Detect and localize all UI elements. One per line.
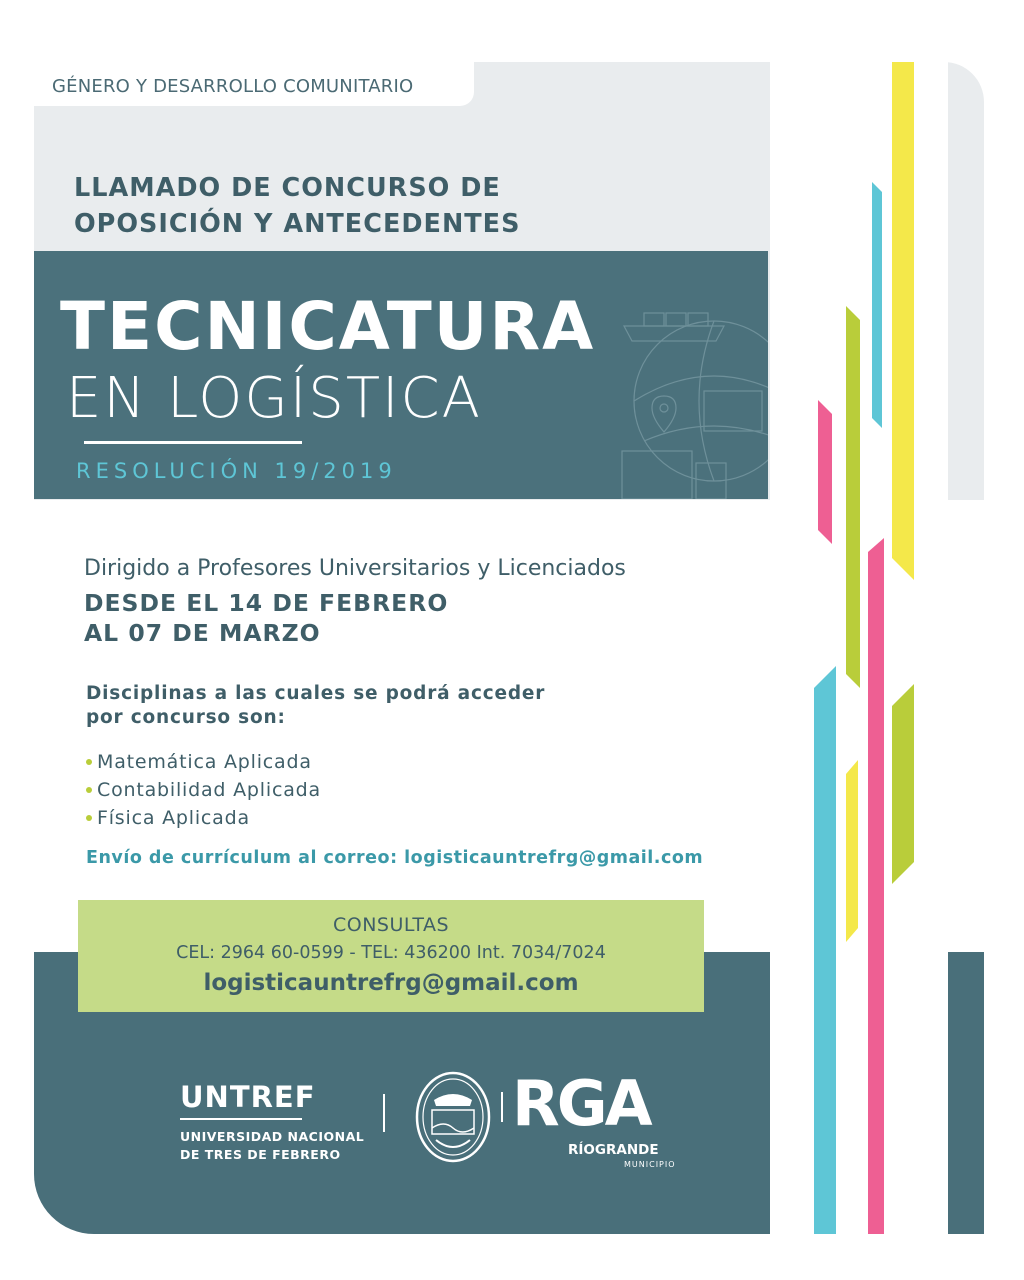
stripe-yellow-2 (846, 760, 858, 942)
stripe-pink-2 (868, 538, 884, 1234)
stripe-cyan-2 (814, 666, 836, 1234)
disciplines-heading-line1: Disciplinas a las cuales se podrá acceder (86, 683, 546, 704)
untref-subtitle (180, 1128, 364, 1164)
logo-separator (383, 1094, 385, 1132)
consultas-email[interactable]: logisticauntrefrg@gmail.com (203, 970, 579, 996)
banner-title-main: TECNICATURA (60, 288, 596, 365)
rga-logo (512, 1067, 676, 1169)
stripe-yellow-1 (892, 62, 914, 580)
disciplines-heading-line2: por concurso son: (86, 707, 286, 728)
list-item (86, 804, 321, 832)
list-item (86, 748, 321, 776)
decorative-stripes (770, 0, 1024, 1280)
call-heading (74, 170, 520, 242)
category-label: GÉNERO Y DESARROLLO COMUNITARIO (52, 76, 414, 97)
resolution-label: RESOLUCIÓN 19/2019 (76, 459, 397, 483)
discipline-name: Matemática Aplicada (97, 751, 312, 773)
consultas-title: CONSULTAS (332, 914, 450, 936)
disciplines-list (86, 748, 321, 832)
bullet-icon (86, 759, 92, 765)
discipline-name: Física Aplicada (97, 807, 250, 829)
logistics-globe-icon (604, 251, 768, 499)
bullet-icon (86, 787, 92, 793)
date-range-line1: DESDE EL 14 DE FEBRERO (84, 589, 449, 617)
call-heading-line2: OPOSICIÓN Y ANTECEDENTES (74, 209, 521, 239)
cv-email-instruction[interactable]: Envío de currículum al correo: logisticauntrefrg@gmail.com (86, 848, 704, 868)
consultas-phone: CEL: 2964 60-0599 - TEL: 436200 Int. 7034/7024 (176, 943, 606, 963)
stripe-lime-1 (846, 306, 860, 688)
consultas-box (78, 900, 704, 1012)
logo-separator (501, 1092, 503, 1122)
rga-city: RÍOGRANDE (568, 1142, 659, 1158)
untref-subtitle-line1: UNIVERSIDAD NACIONAL (180, 1129, 365, 1144)
date-range (84, 588, 448, 648)
rga-wordmark: RGA (512, 1067, 650, 1140)
disciplines-heading (86, 682, 545, 730)
banner-title-sub: EN LOGÍSTICA (66, 366, 482, 431)
list-item (86, 776, 321, 804)
rga-municipio: MUNICIPIO (624, 1160, 676, 1169)
untref-logo (180, 1080, 364, 1164)
stripe-cyan-1 (872, 182, 882, 428)
stripe-pink-1 (818, 400, 832, 544)
municipal-seal-icon (414, 1070, 492, 1164)
banner-divider (84, 441, 302, 444)
stripe-lime-2 (892, 684, 914, 884)
discipline-name: Contabilidad Aplicada (97, 779, 321, 801)
untref-subtitle-line2: DE TRES DE FEBRERO (180, 1147, 341, 1162)
untref-underline (180, 1118, 302, 1120)
bullet-icon (86, 815, 92, 821)
audience-text: Dirigido a Profesores Universitarios y Licenciados (84, 556, 626, 581)
untref-name: UNTREF (180, 1080, 316, 1114)
call-heading-line1: LLAMADO DE CONCURSO DE (74, 173, 501, 203)
date-range-line2: AL 07 DE MARZO (84, 619, 321, 647)
